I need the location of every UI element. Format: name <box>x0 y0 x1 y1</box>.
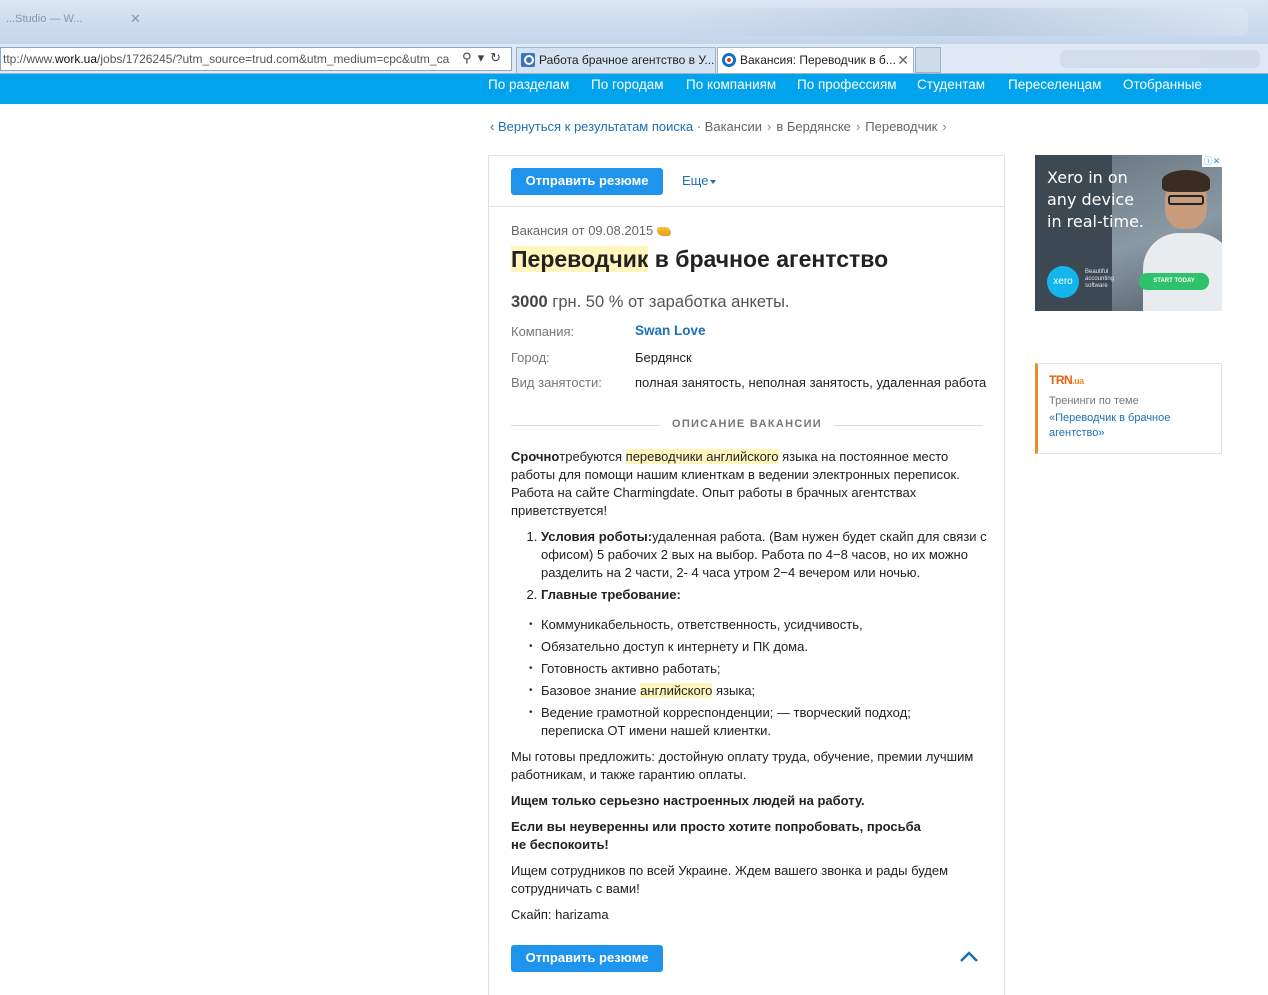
search-favicon-icon <box>521 53 535 67</box>
salary <box>511 293 790 312</box>
conditions-text: удаленная работа. (Вам нужен будет скайп для связи с офисом) 5 рабочих 2 вых на выбор. Работа по 4−8 часов, но их можно разделить на 2 части, 2- 4 часа утром 2−4 вечером или ночью. <box>541 529 987 580</box>
breadcrumb <box>490 119 952 134</box>
ad-close-icon[interactable]: ⓘ✕ <box>1203 156 1221 166</box>
new-tab-button[interactable] <box>915 47 941 73</box>
req4-text-a: Базовое знание <box>541 683 641 698</box>
card-toolbar <box>489 156 1004 207</box>
address-path: /jobs/1726245/?utm_source=trud.com&utm_medium=cpc&utm_ca <box>97 52 450 66</box>
handshake-icon <box>657 227 671 236</box>
salary-details: грн. 50 % от заработка анкеты. <box>547 293 790 311</box>
description-heading <box>511 418 983 432</box>
conditions-bold: Условия роботы: <box>541 529 653 544</box>
browser-toolbar-blur <box>1060 50 1260 68</box>
unsure-paragraph <box>511 818 991 854</box>
serious-paragraph <box>511 792 991 810</box>
browser-toolbar <box>0 44 1268 74</box>
ad-person-body <box>1143 233 1222 311</box>
salary-amount: 3000 <box>511 293 548 311</box>
trn-link[interactable]: «Переводчик в брачное агентство» <box>1049 412 1171 439</box>
company-link[interactable]: Swan Love <box>635 323 706 338</box>
vacancy-date-text: Вакансия от 09.08.2015 <box>511 223 654 238</box>
more-label: Еще <box>682 173 709 188</box>
intro-bold: Срочно <box>511 449 560 464</box>
nav-item-selected[interactable]: Отобранные <box>1123 77 1202 92</box>
browser-titlebar <box>0 0 1268 44</box>
intro-highlight: переводчики английского <box>625 449 779 464</box>
employment-label: Вид занятости: <box>511 375 602 390</box>
employment-value: полная занятость, неполная занятость, удаленная работа <box>635 375 987 390</box>
advertisement-banner[interactable] <box>1035 155 1222 311</box>
chevron-right-icon: › <box>942 119 947 134</box>
ukraine-paragraph: Ищем сотрудников по всей Украине. Ждем вашего звонка и рады будем сотрудничать с вами! <box>511 863 949 896</box>
chevron-right-icon: › <box>855 119 861 134</box>
breadcrumb-dot: · <box>696 119 702 134</box>
list-item: • Коммуникабельность, ответственность, усидчивость, <box>541 616 991 634</box>
nav-item-professions[interactable]: По профессиям <box>797 77 897 92</box>
ad-person-hair <box>1162 170 1210 192</box>
title-highlight: Переводчик <box>511 246 649 272</box>
ad-glasses <box>1168 195 1204 205</box>
address-host: work.ua <box>55 52 98 66</box>
city-value: Бердянск <box>635 350 692 365</box>
list-item: • Ведение грамотной корреспонденции; — творческий подход; переписка ОТ имени нашей клиентки. <box>541 704 991 740</box>
description-heading-text: ОПИСАНИЕ ВАКАНСИИ <box>660 418 834 430</box>
breadcrumb-item-city[interactable]: в Бердянске <box>776 119 851 134</box>
browser-tab-background[interactable]: ...Studio — W... <box>6 13 83 25</box>
ad-tagline: Beautiful accounting software <box>1085 269 1115 289</box>
ad-cta-button[interactable]: START TODAY <box>1139 273 1209 290</box>
back-label: Вернуться к результатам поиска <box>497 119 694 134</box>
page-title <box>511 246 888 273</box>
offer-paragraph: Мы готовы предложить: достойную оплату труда, обучение, премии лучшим работникам, и также гарантию оплаты. <box>511 749 974 782</box>
description-heading-wrap <box>511 418 983 430</box>
nav-item-cities[interactable]: По городам <box>591 77 664 92</box>
company-label: Компания: <box>511 324 575 339</box>
nav-item-sections[interactable]: По разделам <box>488 77 570 92</box>
more-dropdown[interactable] <box>682 173 716 188</box>
nav-item-students[interactable]: Студентам <box>917 77 986 92</box>
close-icon[interactable]: ✕ <box>130 11 141 26</box>
address-bar[interactable] <box>0 47 512 71</box>
nav-item-companies[interactable]: По компаниям <box>686 77 777 92</box>
chevron-right-icon: › <box>766 119 772 134</box>
send-resume-button[interactable]: Отправить резюме <box>511 168 663 195</box>
dropdown-icon[interactable]: ▾ <box>477 50 491 65</box>
send-resume-button-bottom[interactable]: Отправить резюме <box>511 945 663 972</box>
address-prefix: ttp://www. <box>3 52 56 66</box>
req4-highlight: английского <box>640 683 713 698</box>
caret-down-icon <box>710 180 716 184</box>
intro-text-1: требуются <box>559 449 626 464</box>
address-actions <box>458 50 507 66</box>
vacancy-card <box>488 155 1005 995</box>
title-rest: в брачное агентство <box>648 246 889 272</box>
chevron-up-icon[interactable] <box>959 950 979 964</box>
tab-label: Вакансия: Переводчик в б... <box>740 53 896 67</box>
req4-text-b: языка; <box>712 683 756 698</box>
list-item: • Обязательно доступ к интернету и ПК дома. <box>541 638 991 656</box>
tab-label: Работа брачное агентство в У... <box>539 53 715 67</box>
search-icon[interactable]: ⚲ <box>462 50 478 65</box>
workua-favicon-icon <box>722 53 736 67</box>
breadcrumb-item-vacancies[interactable]: Вакансии <box>704 119 762 134</box>
city-label: Город: <box>511 350 550 365</box>
close-icon[interactable]: ✕ <box>897 52 909 68</box>
trn-caption: Тренинги по теме <box>1049 395 1139 407</box>
company-value <box>635 323 706 338</box>
list-item <box>541 528 991 582</box>
requirements-bold: Главные требование: <box>541 587 681 602</box>
trn-logo-text: TRN <box>1049 373 1073 387</box>
list-item <box>541 682 991 700</box>
xero-logo: xero <box>1047 266 1079 298</box>
vacancy-date <box>511 223 671 238</box>
back-to-results-link[interactable] <box>490 119 693 134</box>
nav-item-migrants[interactable]: Переселенцам <box>1008 77 1102 92</box>
skype-paragraph: Скайп: harizama <box>511 907 609 922</box>
intro-text-2: языка на постоянное место работы для помощи нашим клиенткам в ведении электронных переписок. Работа на сайте Charmingdate. Опыт работы в брачных агентствах приветствуется! <box>511 449 960 518</box>
vacancy-description <box>511 448 991 932</box>
conditions-list <box>511 528 991 604</box>
site-nav <box>0 74 1268 104</box>
browser-title-blur <box>668 8 1248 36</box>
trn-training-widget <box>1035 363 1222 454</box>
list-item: • Готовность активно работать; <box>541 660 991 678</box>
ad-headline: Xero in on any device in real-time. <box>1047 168 1144 231</box>
breadcrumb-item-profession[interactable]: Переводчик <box>865 119 938 134</box>
browser-tab-active[interactable] <box>717 47 914 73</box>
intro-paragraph <box>511 448 991 520</box>
trn-logo <box>1049 373 1084 387</box>
browser-tab-search[interactable] <box>516 47 716 73</box>
chevron-left-icon: ‹ <box>490 119 495 134</box>
list-item <box>541 586 991 604</box>
trn-logo-suffix: .ua <box>1072 376 1084 386</box>
unsure-text: Если вы неуверенны или просто хотите попробовать, просьба не беспокоить! <box>511 819 921 852</box>
serious-text: Ищем только серьезно настроенных людей на работу. <box>511 793 865 808</box>
requirements-list <box>511 616 991 740</box>
refresh-icon[interactable]: ↻ <box>490 50 507 65</box>
